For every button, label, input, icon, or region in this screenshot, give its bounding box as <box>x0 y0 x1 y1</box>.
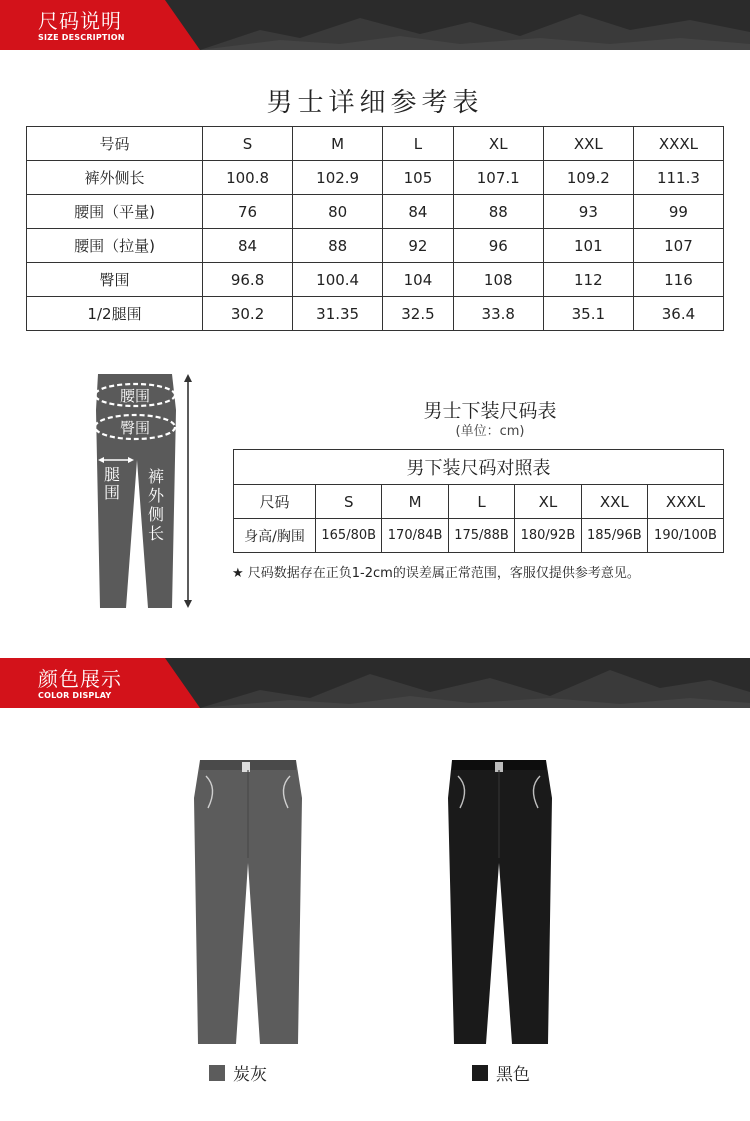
table-cell: 96 <box>453 229 543 263</box>
size-note: ★ 尺码数据存在正负1-2cm的误差属正常范围，客服仅提供参考意见。 <box>232 566 640 581</box>
length-label-3: 侧 <box>147 505 165 524</box>
table-cell: 111.3 <box>633 161 723 195</box>
table-cell: XXL <box>543 127 633 161</box>
size-chart-title: 男士下装尺码表 <box>423 400 557 422</box>
banner-title: 尺码说明 <box>38 9 122 33</box>
table-row <box>27 161 724 195</box>
table-cell: XXL <box>581 485 647 519</box>
table-cell: L <box>448 485 514 519</box>
color-name: 黑色 <box>496 1065 530 1085</box>
table-cell: 175/88B <box>448 519 514 553</box>
table-cell: 104 <box>383 263 454 297</box>
table-cell: 100.8 <box>203 161 293 195</box>
color-display-banner <box>0 658 750 708</box>
thigh-label-1: 腿 <box>103 465 121 484</box>
table-cell: 号码 <box>27 127 203 161</box>
table-cell: XXXL <box>648 485 724 519</box>
color-option-black[interactable] <box>472 1060 530 1085</box>
table-cell: 180/92B <box>515 519 581 553</box>
banner-subtitle: SIZE DESCRIPTION <box>38 33 125 42</box>
color-swatch <box>472 1065 488 1081</box>
pants-black-image <box>440 758 558 1046</box>
table-header-row <box>27 127 724 161</box>
table-cell: 101 <box>543 229 633 263</box>
color-swatch <box>209 1065 225 1081</box>
table-cell: 105 <box>383 161 454 195</box>
table-cell: 32.5 <box>383 297 454 331</box>
detail-size-table <box>26 126 724 331</box>
table-cell: 165/80B <box>316 519 382 553</box>
table-row <box>27 195 724 229</box>
hip-label: 臀围 <box>119 419 151 437</box>
page-title: 男士详细参考表 <box>266 88 484 118</box>
table-cell: S <box>316 485 382 519</box>
color-option-charcoal[interactable] <box>209 1060 267 1085</box>
table-cell: 84 <box>203 229 293 263</box>
table-cell: 臀围 <box>27 263 203 297</box>
table-row <box>27 229 724 263</box>
table-cell: 190/100B <box>648 519 724 553</box>
table-cell: 100.4 <box>293 263 383 297</box>
table-cell: 35.1 <box>543 297 633 331</box>
table-cell: 76 <box>203 195 293 229</box>
table-cell: 身高/胸围 <box>234 519 316 553</box>
size-description-banner <box>0 0 750 50</box>
length-label-2: 外 <box>147 486 165 505</box>
table-row <box>234 519 724 553</box>
length-label-1: 裤 <box>147 467 165 486</box>
table-cell: 裤外侧长 <box>27 161 203 195</box>
table-cell: XL <box>453 127 543 161</box>
table-cell: L <box>383 127 454 161</box>
table-cell: 102.9 <box>293 161 383 195</box>
table-cell: 99 <box>633 195 723 229</box>
table-title-row <box>234 450 724 485</box>
table-cell: 107.1 <box>453 161 543 195</box>
length-label-4: 长 <box>147 524 165 543</box>
table-cell: 107 <box>633 229 723 263</box>
table-cell: 30.2 <box>203 297 293 331</box>
table-cell: 尺码 <box>234 485 316 519</box>
table-cell: 108 <box>453 263 543 297</box>
thigh-label-2: 围 <box>103 483 121 502</box>
table-cell: 96.8 <box>203 263 293 297</box>
table-cell: 93 <box>543 195 633 229</box>
size-comparison-table <box>233 449 724 553</box>
table-cell: 36.4 <box>633 297 723 331</box>
table-cell: 88 <box>293 229 383 263</box>
table-cell: 109.2 <box>543 161 633 195</box>
table-cell: 腰围（拉量) <box>27 229 203 263</box>
table-cell: 1/2腿围 <box>27 297 203 331</box>
table-cell: M <box>293 127 383 161</box>
table-cell: 80 <box>293 195 383 229</box>
table-header-row <box>234 485 724 519</box>
pants-charcoal-image <box>188 758 308 1046</box>
table-cell: 33.8 <box>453 297 543 331</box>
unit-label: (单位：cm) <box>455 424 525 439</box>
table-cell: 84 <box>383 195 454 229</box>
table-cell: 112 <box>543 263 633 297</box>
table-cell: 88 <box>453 195 543 229</box>
table-cell: 170/84B <box>382 519 448 553</box>
measurement-diagram <box>90 370 230 615</box>
table-row <box>27 297 724 331</box>
table-cell: XL <box>515 485 581 519</box>
table-cell: 腰围（平量) <box>27 195 203 229</box>
table-cell: M <box>382 485 448 519</box>
banner-title: 颜色展示 <box>38 667 122 691</box>
table-cell: S <box>203 127 293 161</box>
banner-subtitle: COLOR DISPLAY <box>38 691 112 700</box>
table-cell: 92 <box>383 229 454 263</box>
table-cell: 116 <box>633 263 723 297</box>
table-row <box>27 263 724 297</box>
waist-label: 腰围 <box>119 387 151 405</box>
color-name: 炭灰 <box>233 1065 267 1085</box>
table-cell: 185/96B <box>581 519 647 553</box>
table-cell: 31.35 <box>293 297 383 331</box>
table-title: 男下装尺码对照表 <box>234 450 724 485</box>
table-cell: XXXL <box>633 127 723 161</box>
